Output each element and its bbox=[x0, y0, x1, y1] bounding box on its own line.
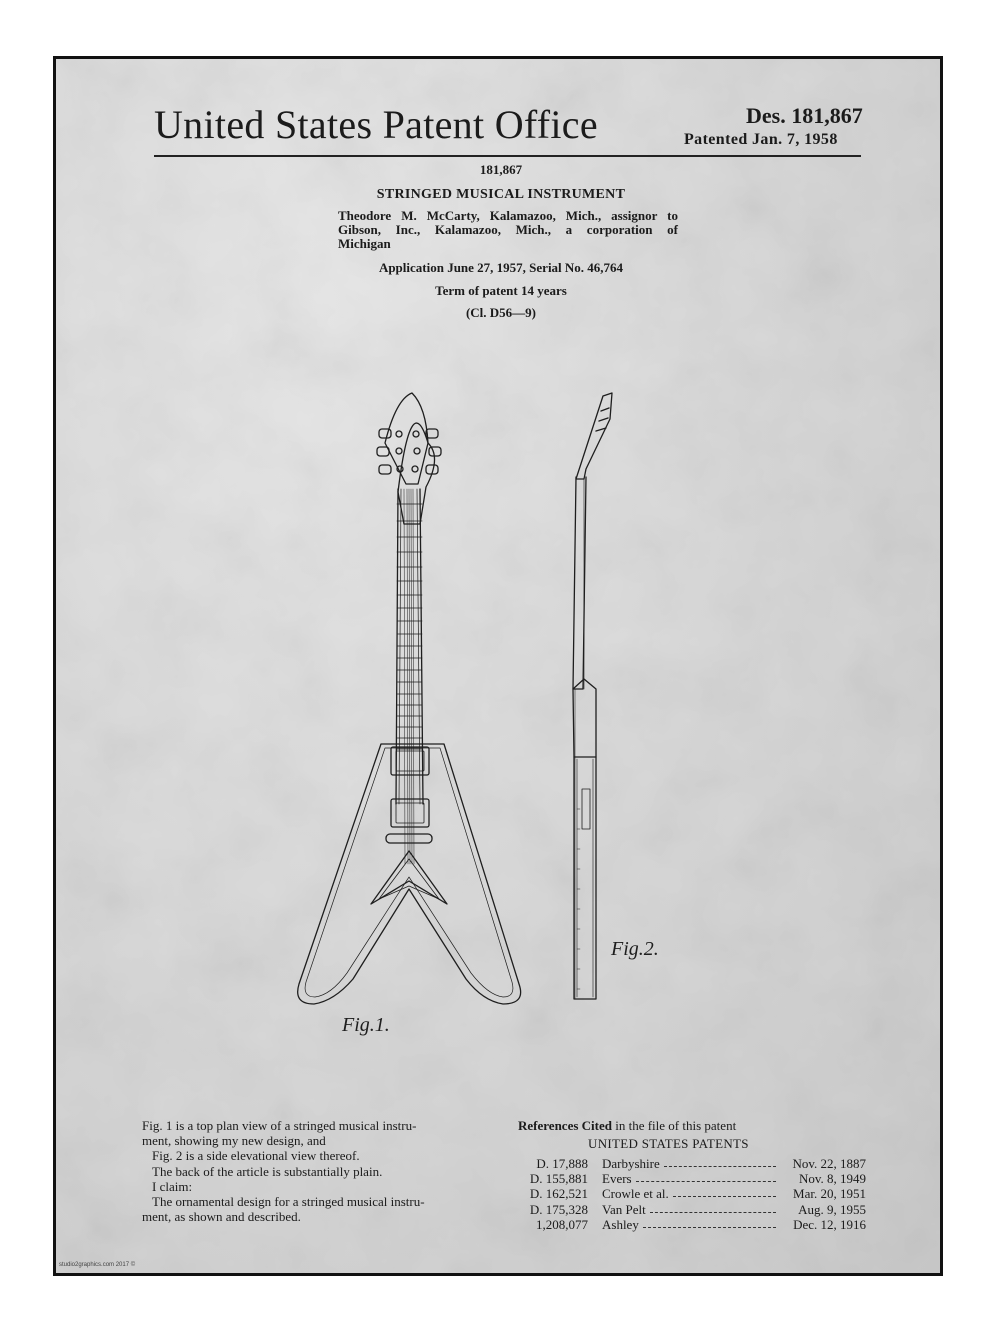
reference-number: 1,208,077 bbox=[536, 1216, 588, 1232]
references-list bbox=[498, 1156, 868, 1232]
reference-leader bbox=[643, 1217, 776, 1228]
reference-row bbox=[498, 1217, 868, 1232]
claims-text bbox=[142, 1118, 487, 1224]
design-number: Des. 181,867 bbox=[746, 103, 863, 128]
invention-title: STRINGED MUSICAL INSTRUMENT bbox=[376, 187, 626, 202]
patent-drawings bbox=[56, 359, 943, 1099]
patent-frame bbox=[53, 56, 943, 1276]
inventor-line: Theodore M. McCarty, Kalamazoo, Mich., assignor to bbox=[338, 208, 678, 223]
reference-number: D. 162,521 bbox=[529, 1186, 588, 1202]
reference-date: Mar. 20, 1951 bbox=[793, 1186, 866, 1202]
reference-name: Ashley bbox=[602, 1216, 639, 1232]
claim-line: The back of the article is substantially plain. bbox=[152, 1163, 383, 1179]
reference-date: Aug. 9, 1955 bbox=[798, 1201, 866, 1217]
claim-line: ment, showing my new design, and bbox=[142, 1133, 326, 1149]
term-line: Term of patent 14 years bbox=[435, 283, 567, 298]
reference-name: Van Pelt bbox=[602, 1201, 646, 1217]
reference-leader bbox=[673, 1186, 776, 1197]
reference-row bbox=[498, 1156, 868, 1171]
references-heading-rest: in the file of this patent bbox=[611, 1118, 737, 1133]
reference-name: Evers bbox=[602, 1171, 632, 1187]
reference-date: Nov. 8, 1949 bbox=[798, 1171, 866, 1187]
fig2-guitar-side-view bbox=[573, 393, 612, 999]
reference-row bbox=[498, 1202, 868, 1217]
reference-name: Crowle et al. bbox=[602, 1186, 669, 1202]
office-title: United States Patent Office bbox=[154, 102, 598, 147]
reference-date: Dec. 12, 1916 bbox=[793, 1216, 866, 1232]
inventor-line: Michigan bbox=[338, 236, 391, 251]
header-rule bbox=[154, 155, 861, 157]
us-patents-heading: UNITED STATES PATENTS bbox=[588, 1136, 749, 1151]
reference-name: Darbyshire bbox=[602, 1156, 660, 1171]
application-line: Application June 27, 1957, Serial No. 46,764 bbox=[378, 260, 624, 275]
classification-line: (Cl. D56—9) bbox=[465, 305, 537, 320]
reference-row bbox=[498, 1171, 868, 1186]
reference-leader bbox=[650, 1202, 776, 1213]
reference-number: D. 175,328 bbox=[529, 1201, 588, 1217]
claim-line: ment, as shown and described. bbox=[142, 1209, 301, 1225]
strings bbox=[404, 489, 414, 864]
credit-line: studio2graphics.com 2017 © bbox=[59, 1262, 136, 1268]
inventor-line: Gibson, Inc., Kalamazoo, Mich., a corporation of bbox=[338, 222, 678, 237]
reference-row bbox=[498, 1186, 868, 1201]
claim-line: I claim: bbox=[152, 1178, 193, 1194]
reference-leader bbox=[636, 1171, 776, 1182]
fig2-label: Fig.2. bbox=[611, 938, 659, 960]
fig1-guitar-top-view bbox=[298, 393, 521, 1004]
patent-number: 181,867 bbox=[479, 162, 523, 177]
reference-date: Nov. 22, 1887 bbox=[792, 1156, 866, 1171]
patented-date: Patented Jan. 7, 1958 bbox=[684, 131, 838, 148]
claim-line: Fig. 2 is a side elevational view thereof. bbox=[152, 1148, 360, 1164]
reference-number: D. 17,888 bbox=[536, 1156, 588, 1171]
claim-line: The ornamental design for a stringed musical instru- bbox=[152, 1194, 425, 1210]
inventor-block bbox=[338, 209, 678, 251]
fig1-label: Fig.1. bbox=[342, 1014, 390, 1036]
references-heading-bold: References Cited bbox=[518, 1118, 612, 1133]
reference-leader bbox=[664, 1156, 776, 1167]
claim-line: Fig. 1 is a top plan view of a stringed musical instru- bbox=[142, 1118, 417, 1133]
reference-number: D. 155,881 bbox=[529, 1171, 588, 1187]
references-heading bbox=[518, 1118, 736, 1134]
side-ticks bbox=[577, 809, 580, 989]
